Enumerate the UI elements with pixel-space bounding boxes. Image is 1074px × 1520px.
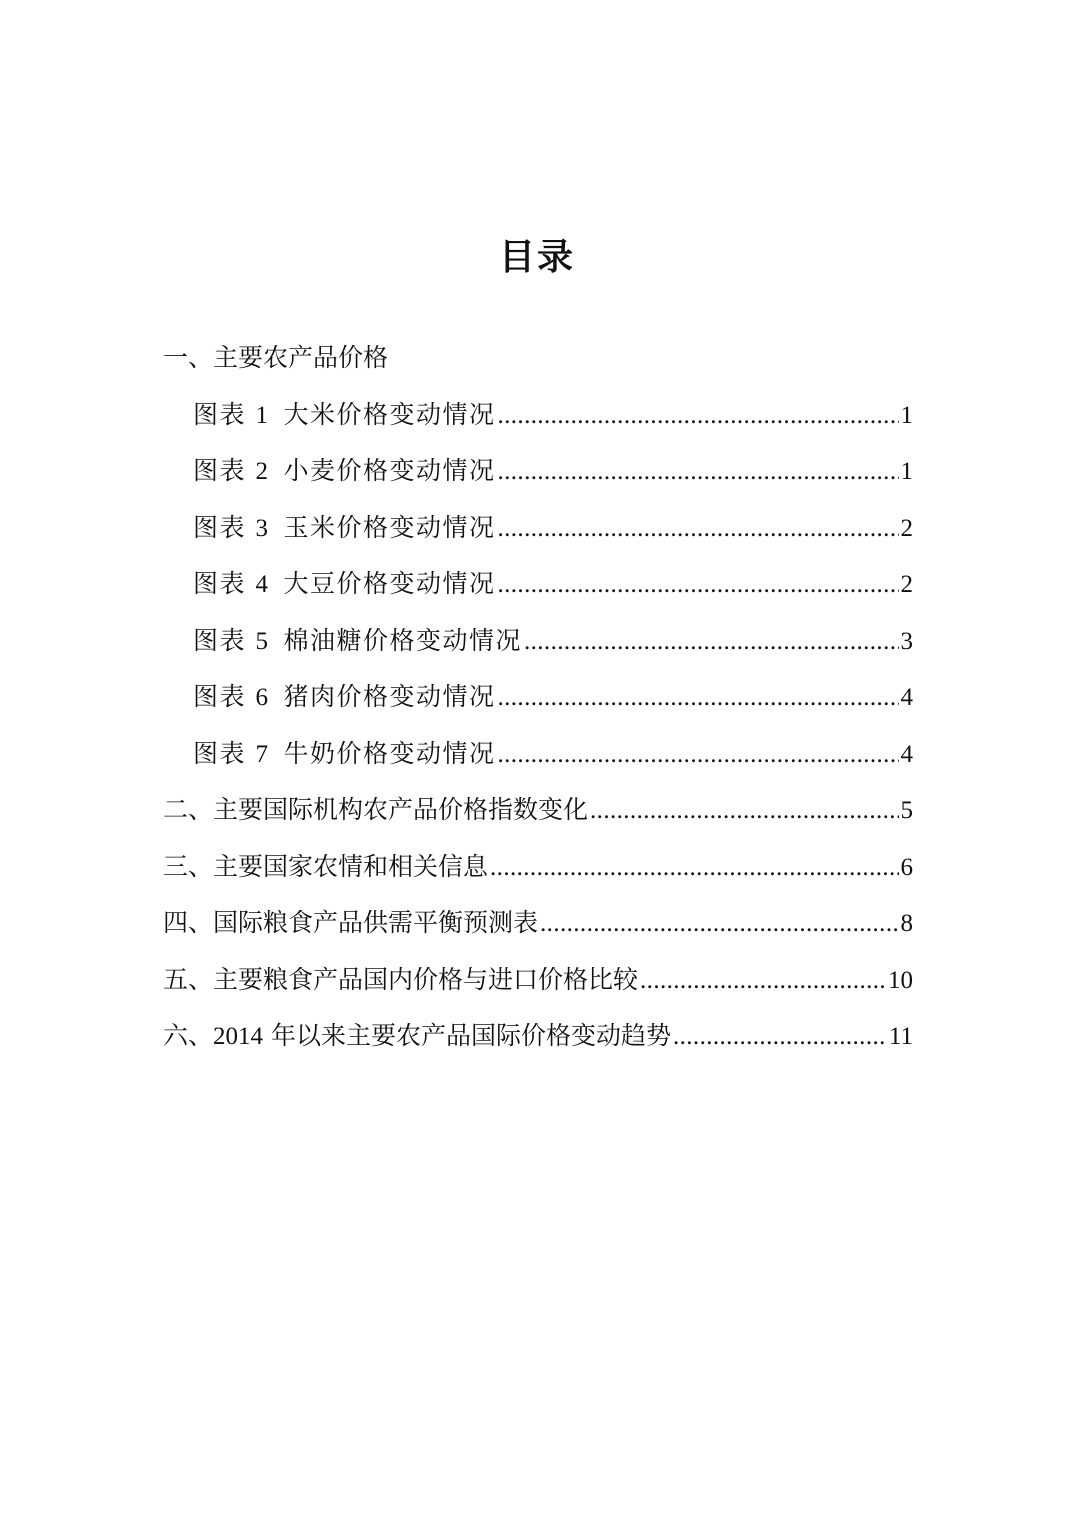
figure-prefix: 图表: [193, 456, 247, 485]
dot-leader: [640, 953, 886, 1010]
toc-section-2[interactable]: [163, 782, 913, 839]
figure-prefix: 图表: [193, 625, 247, 655]
toc-page-number: 3: [900, 627, 913, 655]
toc-figure-5[interactable]: [163, 613, 913, 670]
toc-figure-1[interactable]: [163, 387, 913, 444]
dot-leader: [540, 896, 898, 953]
toc-section-6[interactable]: [163, 1008, 913, 1065]
dot-leader: [490, 840, 898, 897]
toc-figure-4[interactable]: [163, 556, 913, 613]
figure-caption: 棉油糖价格变动情况: [283, 625, 522, 655]
figure-prefix: 图表: [193, 512, 247, 542]
toc-page-number: 2: [900, 571, 913, 598]
toc-page-number: 1: [900, 458, 913, 485]
toc-section-3[interactable]: [163, 839, 913, 896]
dot-leader: [497, 557, 898, 614]
figure-number: 5: [255, 627, 270, 655]
toc-entry-label: 三、主要国家农情和相关信息: [163, 851, 489, 881]
figure-prefix: 图表: [193, 569, 247, 598]
toc-entry-label: [193, 669, 495, 727]
toc-entry-label: [193, 500, 495, 558]
figure-caption: 小麦价格变动情况: [283, 456, 496, 485]
toc-figure-7[interactable]: [163, 726, 913, 783]
toc-page-number: 4: [900, 740, 913, 768]
toc-entry-label: [193, 726, 495, 784]
figure-caption: 玉米价格变动情况: [283, 512, 496, 542]
toc-page-number: 10: [888, 966, 913, 994]
toc-section-4[interactable]: [163, 895, 913, 952]
toc-page-number: 5: [900, 797, 913, 824]
toc-page-number: 11: [888, 1023, 913, 1050]
figure-number: 3: [255, 514, 270, 542]
dot-leader: [497, 501, 898, 558]
dot-leader: [497, 444, 898, 501]
toc-page-number: 2: [900, 514, 913, 542]
dot-leader: [497, 727, 898, 784]
toc-list: [163, 330, 913, 1065]
toc-entry-label: 四、国际粮食产品供需平衡预测表: [163, 908, 539, 937]
dot-leader: [590, 783, 898, 840]
toc-section-5[interactable]: [163, 952, 913, 1009]
toc-section-1[interactable]: [163, 330, 913, 387]
dot-leader: [497, 388, 898, 445]
toc-entry-label: 五、主要粮食产品国内价格与进口价格比较: [163, 964, 639, 994]
toc-entry-label: [193, 387, 495, 445]
figure-caption: 大豆价格变动情况: [283, 569, 496, 598]
toc-entry-label: [163, 1008, 671, 1066]
figure-number: 4: [255, 571, 270, 598]
toc-figure-6[interactable]: [163, 669, 913, 726]
toc-entry-label: [193, 556, 495, 614]
toc-title: 目录: [498, 237, 575, 278]
figure-prefix: 图表: [193, 738, 247, 768]
toc-figure-2[interactable]: [163, 443, 913, 500]
figure-number: 7: [255, 740, 270, 768]
figure-caption: 大米价格变动情况: [283, 399, 496, 429]
dot-leader: [673, 1009, 887, 1066]
figure-caption: 猪肉价格变动情况: [283, 682, 496, 711]
toc-figure-3[interactable]: [163, 500, 913, 557]
figure-prefix: 图表: [193, 399, 247, 429]
figure-number: 1: [255, 401, 270, 429]
toc-entry-label: [193, 613, 522, 671]
toc-page-number: 8: [900, 910, 913, 937]
toc-page-number: 4: [900, 684, 913, 711]
section-year: 2014: [213, 1023, 264, 1050]
toc-entry-label: 二、主要国际机构农产品价格指数变化: [163, 795, 589, 824]
dot-leader: [524, 614, 899, 671]
section-ordinal: 六、: [163, 1021, 214, 1050]
figure-number: 2: [255, 458, 270, 485]
figure-caption: 牛奶价格变动情况: [283, 738, 496, 768]
figure-number: 6: [255, 684, 270, 711]
toc-entry-label: [193, 443, 495, 501]
section-title: 年以来主要农产品国际价格变动趋势: [270, 1021, 671, 1050]
toc-page-number: 1: [900, 401, 913, 429]
toc-entry-label: 一、主要农产品价格: [163, 343, 389, 372]
figure-prefix: 图表: [193, 682, 247, 711]
toc-page-number: 6: [900, 853, 913, 881]
dot-leader: [497, 670, 898, 727]
